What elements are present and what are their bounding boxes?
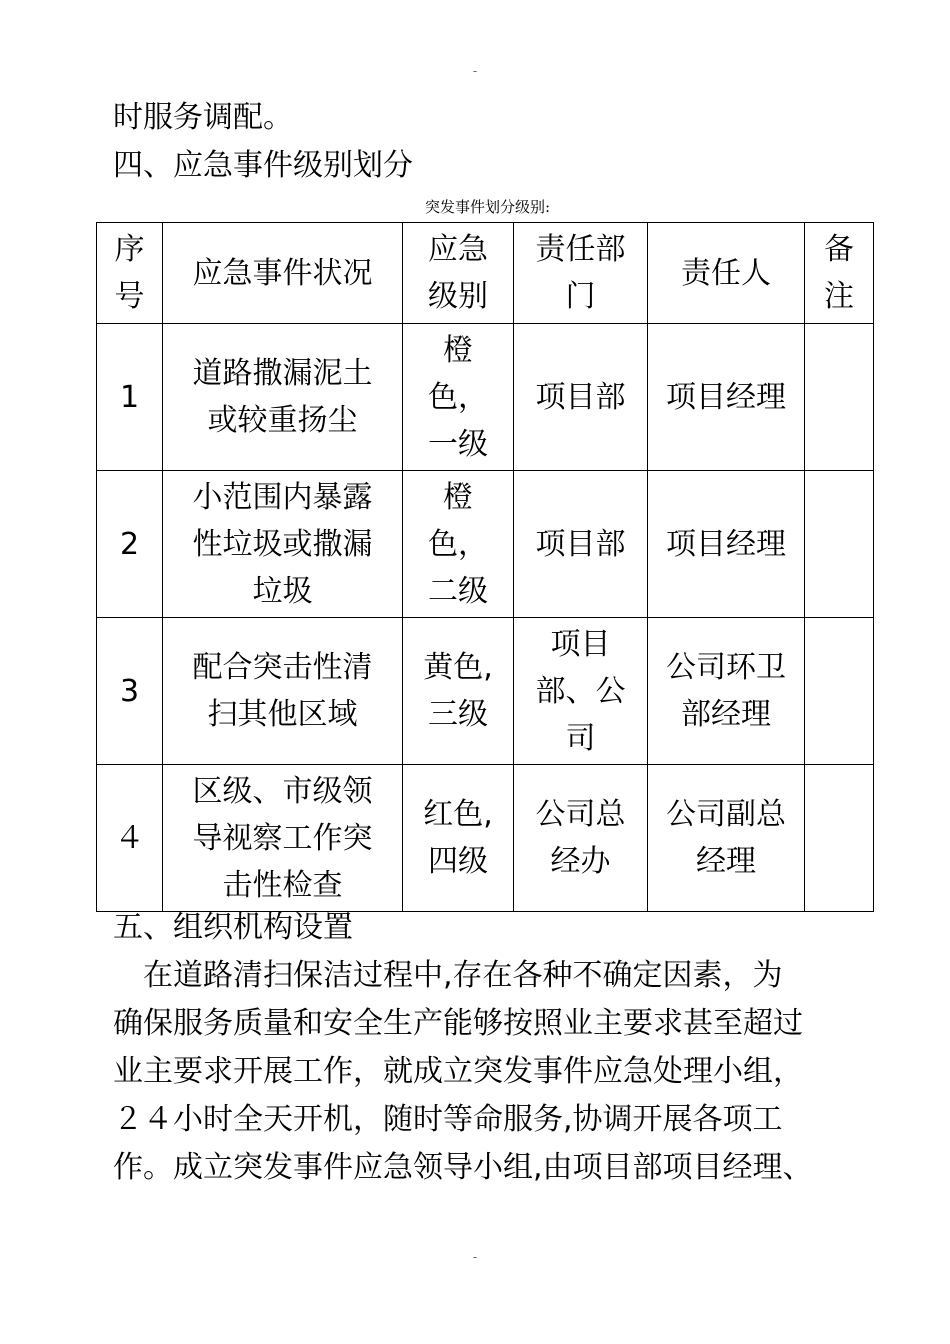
table-row [97, 324, 874, 471]
cell-seq: 1 [97, 324, 163, 471]
cell-status: 道路撒漏泥土 或较重扬尘 [163, 324, 403, 471]
header-level: 应急 级别 [403, 223, 514, 324]
cell-dept: 项目 部、公 司 [514, 618, 648, 765]
emergency-level-table [96, 222, 874, 912]
header-person: 责任人 [648, 223, 805, 324]
table-row [97, 471, 874, 618]
body-paragraph [113, 952, 873, 1192]
cell-level: 橙 色， 一级 [403, 324, 514, 471]
header-seq: 序 号 [97, 223, 163, 324]
paragraph-line: 业主要求开展工作，就成立突发事件应急处理小组， [113, 1054, 803, 1089]
header-note: 备 注 [805, 223, 874, 324]
intro-line: 时服务调配。 [113, 100, 293, 135]
cell-person: 公司环卫 部经理 [648, 618, 805, 765]
cell-person: 公司副总 经理 [648, 765, 805, 912]
cell-dept: 公司总 经办 [514, 765, 648, 912]
paragraph-line: 确保服务质量和安全生产能够按照业主要求甚至超过 [113, 1006, 803, 1041]
cell-level: 橙 色， 二级 [403, 471, 514, 618]
cell-status: 配合突击性清 扫其他区域 [163, 618, 403, 765]
cell-note [805, 471, 874, 618]
cell-seq: 3 [97, 618, 163, 765]
paragraph-line: 作。成立突发事件应急领导小组,由项目部项目经理、 [113, 1150, 813, 1185]
cell-note [805, 324, 874, 471]
cell-level: 黄色, 三级 [403, 618, 514, 765]
cell-seq: 2 [97, 471, 163, 618]
cell-seq: ４ [97, 765, 163, 912]
cell-note [805, 618, 874, 765]
cell-note [805, 765, 874, 912]
table-header-row [97, 223, 874, 324]
cell-status: 小范围内暴露 性垃圾或撒漏 垃圾 [163, 471, 403, 618]
header-dept: 责任部 门 [514, 223, 648, 324]
page-header-mark: - [472, 64, 478, 78]
section-5-title: 五、组织机构设置 [113, 910, 353, 945]
cell-level: 红色, 四级 [403, 765, 514, 912]
header-status: 应急事件状况 [163, 223, 403, 324]
cell-dept: 项目部 [514, 471, 648, 618]
cell-status: 区级、市级领 导视察工作突 击性检查 [163, 765, 403, 912]
table-caption: 突发事件划分级别: [424, 198, 551, 216]
cell-dept: 项目部 [514, 324, 648, 471]
table-row [97, 618, 874, 765]
cell-person: 项目经理 [648, 471, 805, 618]
section-4-title: 四、应急事件级别划分 [113, 148, 413, 183]
page-footer-mark: - [472, 1250, 478, 1264]
table-row [97, 765, 874, 912]
paragraph-line: 在道路清扫保洁过程中,存在各种不确定因素，为 [113, 958, 783, 993]
cell-person: 项目经理 [648, 324, 805, 471]
paragraph-line: ２４小时全天开机，随时等命服务,协调开展各项工 [113, 1102, 783, 1137]
